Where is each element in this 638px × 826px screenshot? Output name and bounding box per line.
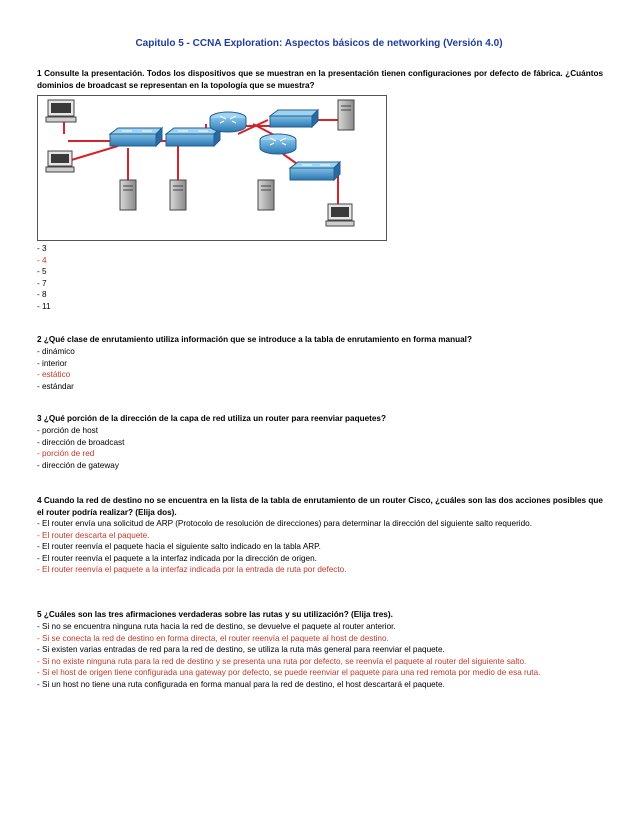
router-icon	[210, 112, 246, 132]
answer-option: - El router reenvía el paquete a la interfaz indicada por la dirección de origen.	[37, 553, 317, 563]
answer-option: - 8	[37, 290, 47, 300]
answer-option: - 3	[37, 244, 47, 253]
question-3: 3 ¿Qué porción de la dirección de la capa de red utiliza un router para reenviar paquetes?	[37, 414, 386, 423]
answer-option-correct: - El router reenvía el paquete a la interfaz indicada por la entrada de ruta por defecto.	[37, 565, 347, 575]
answers-1	[37, 243, 603, 313]
switch-icon	[290, 162, 340, 180]
answer-option: - 5	[37, 267, 47, 277]
pc-icon	[46, 100, 76, 122]
answer-option-correct: - Si se conecta la red de destino en forma directa, el router reenvía el paquete al host de destino.	[37, 633, 389, 643]
question-2: 2 ¿Qué clase de enrutamiento utiliza información que se introduce a la tabla de enrutamiento en forma manual?	[37, 335, 472, 344]
answer-option: - El router envía una solicitud de ARP (Protocolo de resolución de direcciones) para determinar la dirección del siguiente salto requerido.	[37, 519, 533, 528]
pc-icon	[326, 204, 354, 226]
router-icon	[260, 134, 296, 154]
link	[68, 146, 118, 161]
answer-option-correct: - porción de red	[37, 449, 95, 459]
server-icon	[338, 100, 354, 130]
answer-option: - El router reenvía el paquete hacia el siguiente salto indicado en la tabla ARP.	[37, 542, 321, 552]
answer-option: - Si no se encuentra ninguna ruta hacia la red de destino, se devuelve el paquete al router anterior.	[37, 622, 396, 631]
question-5: 5 ¿Cuáles son las tres afirmaciones verdaderas sobre las rutas y su utilización? (Elija tres).	[37, 610, 393, 619]
answer-option: - dirección de broadcast	[37, 437, 125, 447]
network-topology-figure	[37, 95, 387, 241]
answer-option: - dirección de gateway	[37, 460, 119, 470]
answer-option-correct: - El router descarta el paquete.	[37, 530, 150, 540]
answer-option: - 7	[37, 278, 47, 288]
server-icon	[258, 180, 274, 210]
switch-icon	[270, 110, 318, 127]
answers-3	[37, 425, 603, 471]
server-icon	[120, 180, 136, 210]
page-title: Capitulo 5 - CCNA Exploration: Aspectos básicos de networking (Versión 4.0)	[135, 38, 503, 49]
answer-option-correct: - Si el host de origen tiene configurada una gateway por defecto, se puede reenviar el paquete para una red remota por medio de esa ruta.	[37, 668, 541, 678]
answer-option-correct: - 4	[37, 255, 47, 265]
switch-icon	[110, 128, 162, 146]
answer-option: - Si un host no tiene una ruta configurada en forma manual para la red de destino, el host descartará el paquete.	[37, 679, 445, 689]
answers-4	[37, 518, 603, 576]
server-icon	[170, 180, 186, 210]
answers-2	[37, 346, 603, 392]
answer-option-correct: - estático	[37, 370, 71, 380]
answer-option-correct: - Si no existe ninguna ruta para la red de destino y se presenta una ruta por defecto, se reenvía el paquete al router del siguiente salto.	[37, 656, 527, 666]
answer-option: - estándar	[37, 381, 74, 391]
question-4: 4 Cuando la red de destino no se encuentra en la lista de la tabla de enrutamiento de un router Cisco, ¿cuáles son las dos acciones posibles que el router podría realizar? (Elija dos).	[37, 496, 603, 517]
answer-option: - porción de host	[37, 426, 98, 435]
question-1: 1 Consulte la presentación. Todos los dispositivos que se muestran en la presentación tienen configuraciones por defecto de fábrica. ¿Cuántos dominios de broadcast se representan en la topología que se muestra?	[37, 69, 603, 90]
switch-icon	[166, 128, 220, 146]
answer-option: - interior	[37, 358, 68, 368]
pc-icon	[46, 151, 74, 172]
answers-5	[37, 621, 603, 691]
answer-option: - Si existen varias entradas de red para la red de destino, se utiliza la ruta más general para reenviar el paquete.	[37, 645, 445, 655]
answer-option: - dinámico	[37, 347, 75, 356]
answer-option: - 11	[37, 301, 51, 311]
topology-diagram	[38, 96, 386, 240]
